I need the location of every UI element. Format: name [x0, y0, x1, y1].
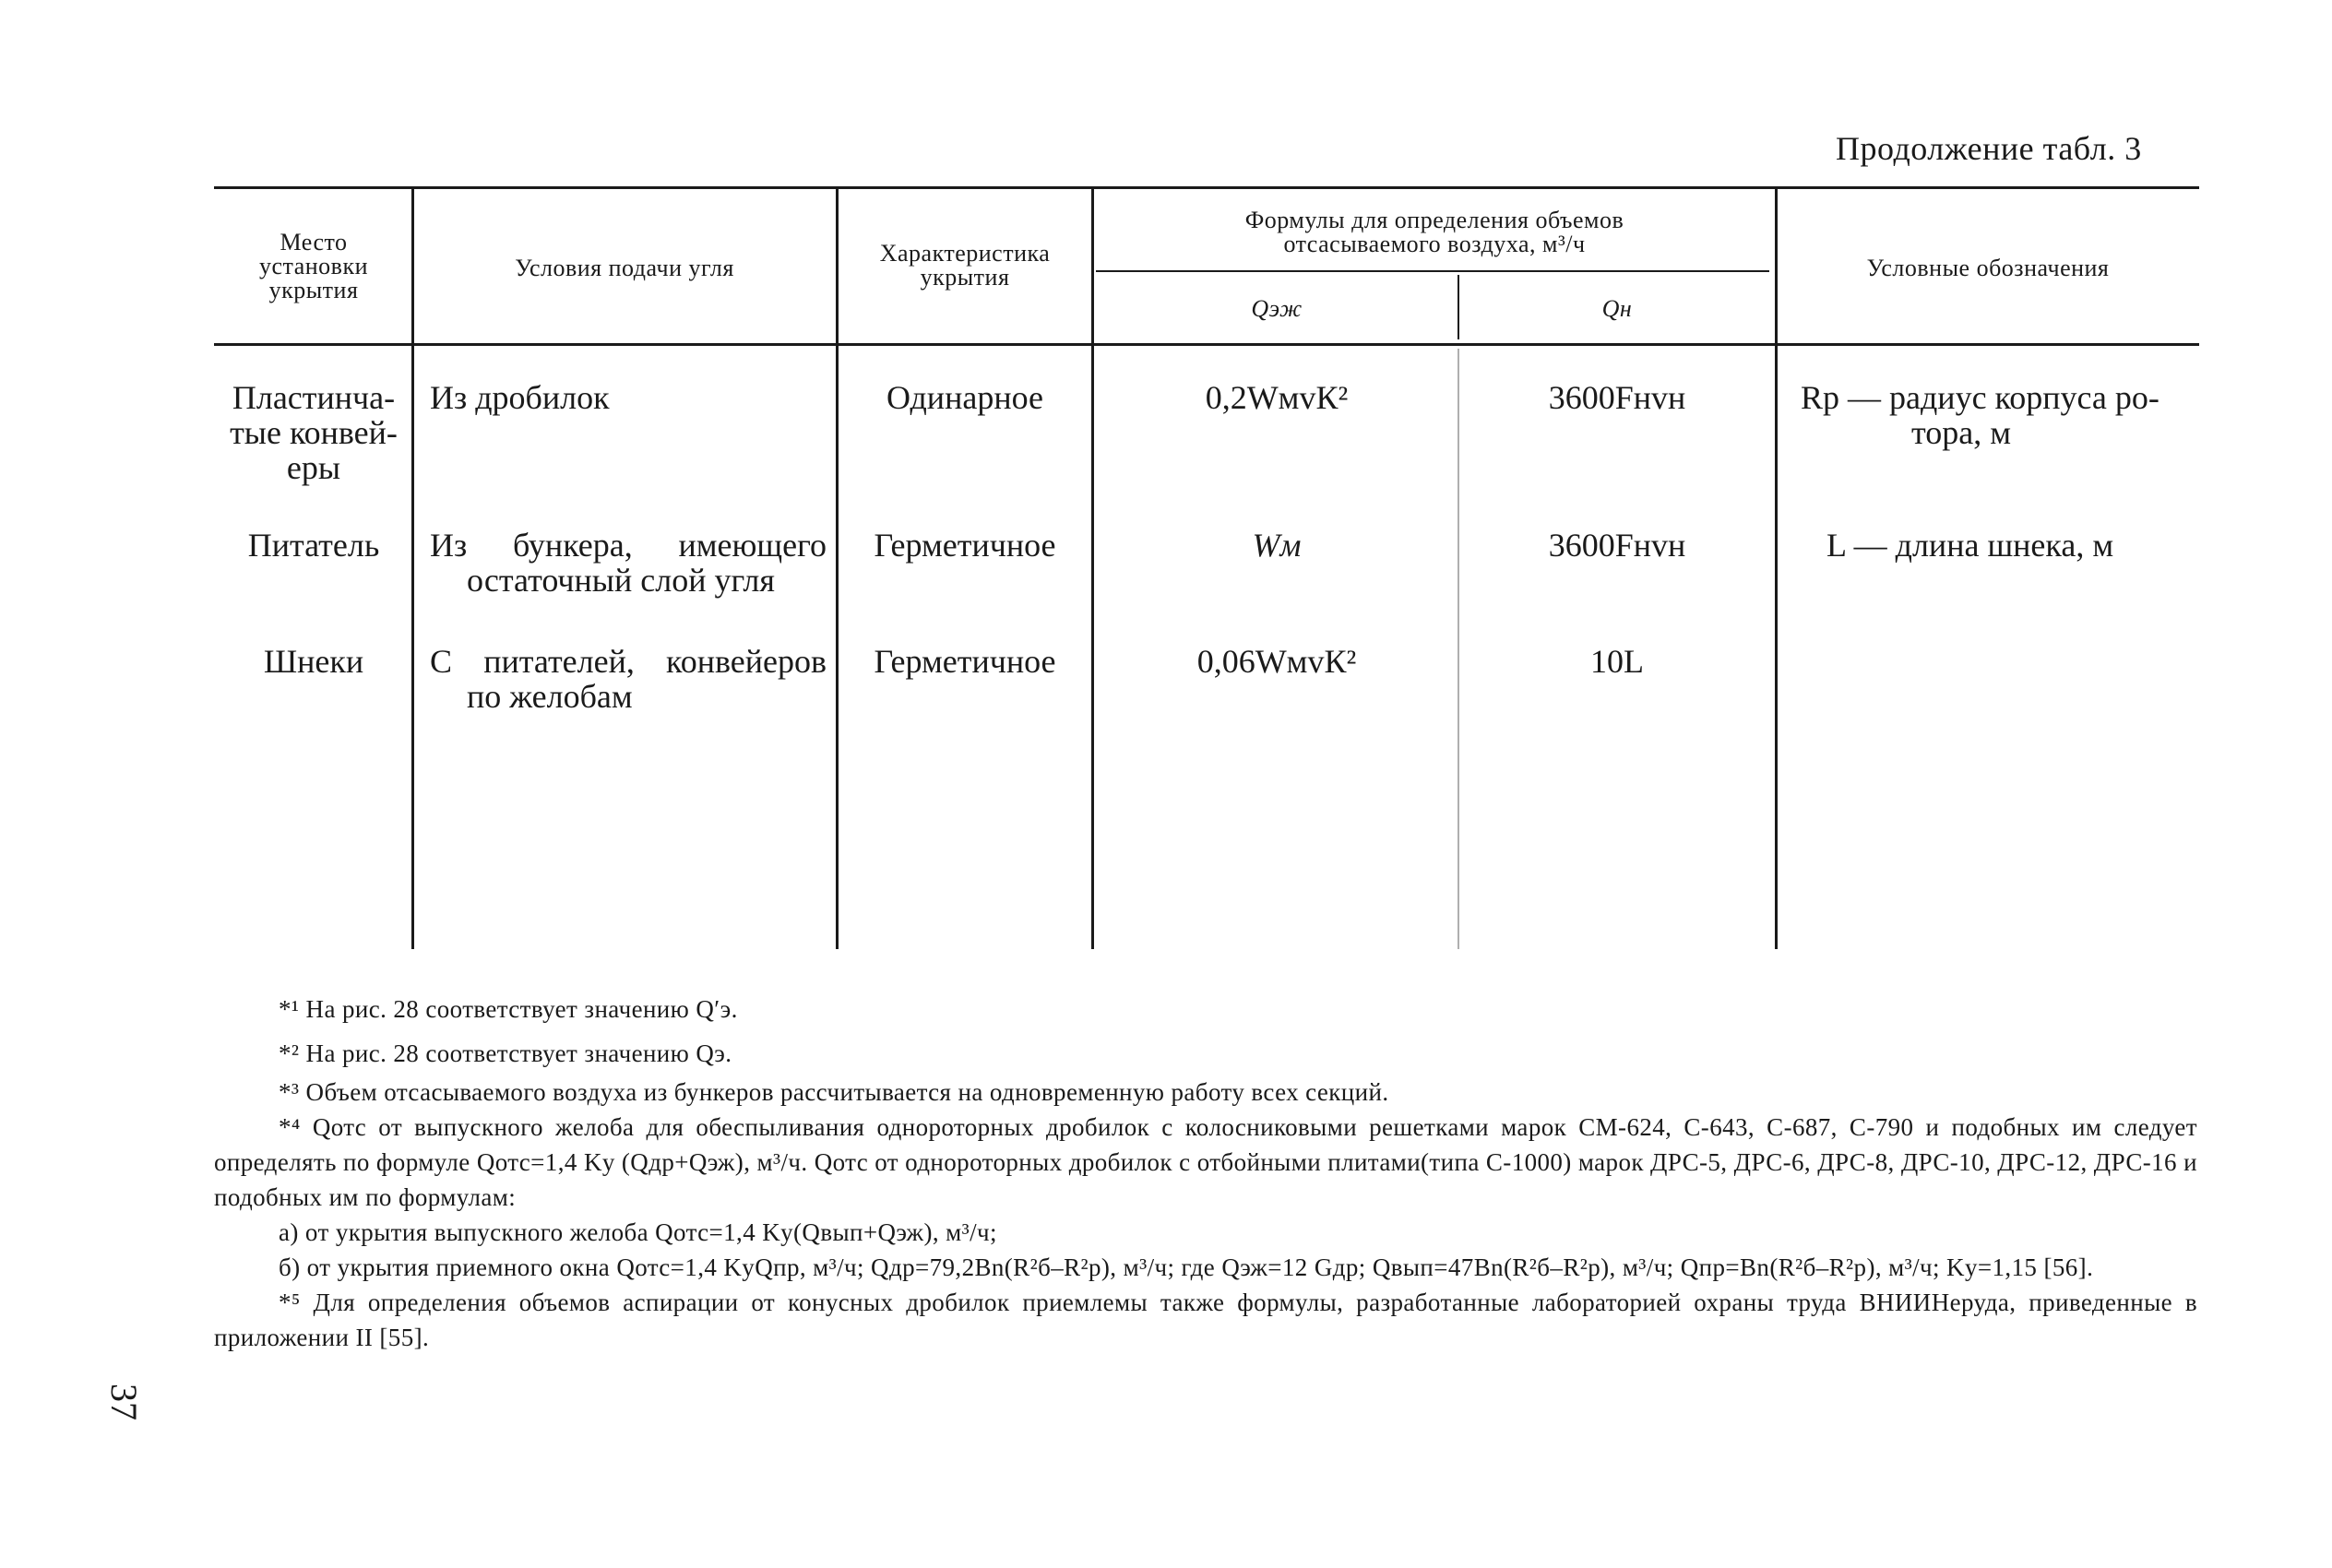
- header-notation: Условные обозначения: [1866, 255, 2110, 281]
- footnotes: [214, 992, 2197, 1355]
- table-row-1-place: Пластинча- тые конвей- еры: [230, 379, 398, 486]
- table-row-2-characteristic: Герметичное: [874, 527, 1056, 564]
- header-characteristic: Характеристика укрытия: [879, 240, 1051, 291]
- footnote-2: *² На рис. 28 соответствует значению Qэ.: [279, 1039, 732, 1067]
- header-bottom-rule: [214, 343, 2199, 346]
- table-row-3-place: Шнеки: [263, 643, 364, 680]
- footnote-4a: а) от укрытия выпускного желоба Qотс=1,4 Kу(Qвып+Qэж), м³/ч;: [279, 1218, 997, 1246]
- table-row-1-conditions: Из дробилок: [430, 379, 610, 416]
- table-row-2-q-ej: Wм: [1252, 527, 1302, 564]
- page-number: 37: [103, 1384, 145, 1420]
- header-formulas: Формулы для определения объемов отсасываемого воздуха, м³/ч: [1244, 207, 1624, 257]
- footnote-1: *¹ На рис. 28 соответствует значению Q′э.: [279, 995, 738, 1023]
- table-row-2-conditions: Из бункера, имеющего остаточный слой угля: [430, 527, 827, 599]
- table-row-1-q-ej: 0,2WмvК²: [1205, 379, 1349, 416]
- table-row-2-notation: L — длина шнека, м: [1826, 527, 2114, 564]
- table-row-3-conditions: С питателей, конвейеров по желобам: [430, 643, 827, 715]
- table-top-rule: [214, 186, 2199, 189]
- col-divider-5: [1775, 188, 1778, 949]
- col-divider-3: [1091, 188, 1094, 949]
- formula-header-rule: [1096, 270, 1769, 272]
- col-divider-2: [836, 188, 839, 949]
- col-divider-4-body: [1458, 349, 1459, 949]
- footnote-4b: б) от укрытия приемного окна Qотс=1,4 KуQпр, м³/ч; Qдр=79,2Bn(R²б–R²р), м³/ч; где Qэж=12 Gдр; Qвып=47Bn(R²б–R²р), м³/ч; Qпр=Bn(R²б–R²р), м³/ч; Kу=1,15 [56].: [279, 1253, 2094, 1281]
- footnote-5: *⁵ Для определения объемов аспирации от конусных дробилок приемлемы также формулы, разработанные лабораторией охраны труда ВНИИНеруда, приведенные в приложении II [55].: [214, 1289, 2197, 1351]
- table-row-3-characteristic: Герметичное: [874, 643, 1056, 680]
- footnote-4: *⁴ Qотс от выпускного желоба для обеспыливания однороторных дробилок с колосниковыми решетками марок СМ-624, С-643, С-687, С-790 и подобных им следует определять по формуле Qотс=1,4 Kу (Qдр+Qэж), м³/ч. Qотс от однороторных дробилок с отбойными плитами(типа С-1000) марок ДРС-5, ДРС-6, ДРС-8, ДРС-10, ДРС-12, ДРС-16 и подобных им по формулам:: [214, 1113, 2197, 1211]
- table-row-2-q-n: 3600Fнvн: [1548, 527, 1686, 564]
- table-row-2-place: Питатель: [247, 527, 380, 564]
- header-q-ej: Qэж: [1251, 295, 1303, 322]
- header-place: Место установки укрытия: [259, 229, 368, 303]
- footnote-3: *³ Объем отсасываемого воздуха из бункеров рассчитывается на одновременную работу всех секций.: [279, 1078, 1389, 1106]
- header-q-n: Qн: [1601, 295, 1633, 322]
- header-conditions: Условия подачи угля: [515, 255, 734, 281]
- col-divider-1: [411, 188, 414, 949]
- table-row-3-q-ej: 0,06WмvК²: [1196, 643, 1357, 680]
- col-divider-4: [1458, 275, 1459, 339]
- table-row-1-notation: Rр — радиус корпуса ро- тора, м: [1801, 379, 2159, 451]
- table-caption: Продолжение табл. 3: [1836, 130, 2142, 167]
- table-row-1-characteristic: Одинарное: [886, 379, 1044, 416]
- table-row-3-q-n: 10L: [1590, 643, 1644, 680]
- table-row-1-q-n: 3600Fнvн: [1548, 379, 1686, 416]
